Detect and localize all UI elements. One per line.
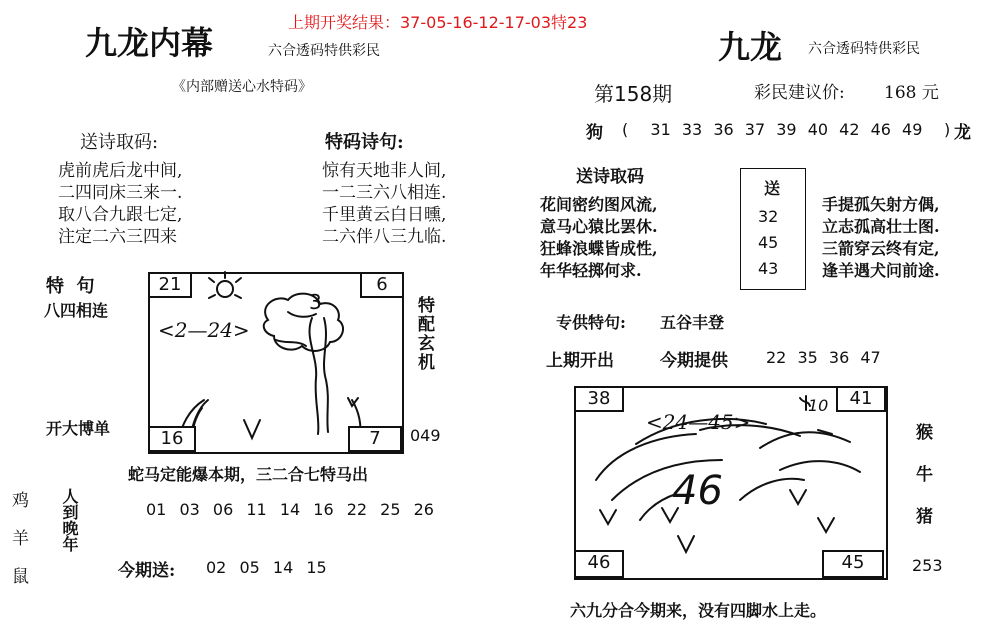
- dog-number: 31: [650, 120, 671, 139]
- left-corner-tr: 6: [360, 272, 404, 298]
- send-box-label: 送: [764, 179, 781, 198]
- provide-number: 47: [860, 348, 881, 367]
- zodiac-rat: 鼠: [12, 567, 29, 587]
- poem-line: 逢羊遇犬问前途.: [822, 261, 940, 280]
- right-subtitle: 六合透码特供彩民: [808, 41, 920, 57]
- price-label: 彩民建议价:: [754, 83, 845, 103]
- poem-line: 狂蜂浪蝶皆成性,: [540, 239, 658, 258]
- poem1-line: 虎前虎后龙中间,: [58, 161, 183, 181]
- poem1-heading: 送诗取码:: [80, 132, 159, 153]
- poem2-line: 千里黄云白日曛,: [322, 205, 447, 225]
- today-send-label: 今期送:: [118, 561, 176, 581]
- right-special-sentence: 五谷丰登: [660, 313, 725, 332]
- poem-line: 年华轻掷何求.: [540, 261, 642, 280]
- special-sentence-label: 特 句: [46, 276, 95, 297]
- last-out-label: 上期开出: [546, 351, 614, 371]
- send-number: 14: [272, 558, 294, 577]
- left-corner-bl: 16: [148, 426, 196, 452]
- right-footer: 六九分合今期来，没有四脚水上走。: [570, 601, 827, 620]
- zodiac-sheep: 羊: [12, 529, 29, 549]
- provide-number: 35: [797, 348, 818, 367]
- dog-label: 狗: [586, 123, 603, 143]
- dog-number: 40: [807, 120, 829, 139]
- ren-dao-wan-nian: 人到晚年: [60, 488, 79, 552]
- zodiac-pig: 猪: [916, 507, 933, 527]
- number-item: 03: [179, 500, 200, 519]
- send-box-number: 43: [758, 259, 779, 278]
- right-picture-tr-mark: 10: [808, 396, 829, 415]
- dog-number: 39: [776, 120, 797, 139]
- dog-number: 36: [713, 120, 734, 139]
- today-provide-label: 今期提供: [660, 351, 728, 371]
- paren-close: ): [944, 120, 951, 139]
- send-box-number: 32: [758, 207, 779, 226]
- left-title: 九龙内幕: [85, 24, 214, 62]
- right-special-label: 专供特句:: [556, 313, 626, 332]
- issue-number: 第158期: [594, 82, 673, 106]
- poem-line: 花间密约图风流,: [540, 195, 658, 214]
- poem2-heading: 特码诗句:: [325, 132, 404, 153]
- send-number: 02: [206, 558, 227, 577]
- vertical-note: 特配玄机: [414, 296, 434, 372]
- number-item: 16: [313, 500, 334, 519]
- poem-line: 手提孤矢射方偶,: [822, 195, 940, 214]
- poem2-line: 二六伴八三九临.: [322, 227, 447, 247]
- poem2-line: 惊有天地非人间,: [322, 161, 447, 181]
- provide-number: 36: [828, 348, 850, 367]
- dog-number: 46: [870, 120, 891, 139]
- inner-note: 《内部赠送心水特码》: [172, 79, 312, 95]
- poem2-line: 一二三六八相连.: [322, 183, 447, 203]
- right-picture-center: 46: [672, 468, 723, 514]
- number-item: 22: [346, 500, 368, 519]
- dog-number: 49: [902, 120, 923, 139]
- num-253: 253: [912, 556, 943, 575]
- right-poem-heading: 送诗取码: [576, 167, 644, 187]
- paren-open: (: [622, 120, 629, 139]
- dragon-label: 龙: [954, 123, 971, 143]
- left-subtitle: 六合透码特供彩民: [268, 43, 380, 59]
- send-number: 05: [239, 558, 260, 577]
- number-item: 14: [279, 500, 301, 519]
- send-box-number: 45: [758, 233, 779, 252]
- dog-number: 37: [744, 120, 766, 139]
- dog-number: 42: [839, 120, 860, 139]
- last-result-banner: 上期开奖结果：37-05-16-12-17-03特23: [288, 13, 588, 32]
- zodiac-monkey: 猴: [916, 423, 933, 443]
- left-picture-circled: 3: [309, 290, 322, 314]
- poem-line: 立志孤高壮士图.: [822, 217, 940, 236]
- send-number: 15: [306, 558, 327, 577]
- poem1-line: 二四同床三来一.: [58, 183, 183, 203]
- poem-line: 意马心猿比罢休.: [540, 217, 658, 236]
- dog-number: 33: [681, 120, 703, 139]
- price-value: 168 元: [884, 83, 939, 103]
- zodiac-chicken: 鸡: [12, 491, 29, 511]
- right-corner-tl: 38: [574, 386, 624, 412]
- poem-line: 三箭穿云终有定,: [822, 239, 940, 258]
- right-zodiac-column: [916, 412, 933, 538]
- poem1-line: 注定二六三四来: [58, 227, 177, 247]
- left-picture-range: <2—24>: [158, 318, 250, 342]
- kai-da-bo-dan: 开大博单: [46, 419, 111, 438]
- left-corner-br: 7: [348, 426, 402, 452]
- number-item: 01: [146, 500, 167, 519]
- right-corner-tr: 41: [836, 386, 886, 412]
- right-corner-br: 45: [822, 550, 884, 578]
- left-corner-tl: 21: [148, 272, 192, 298]
- zodiac-ox: 牛: [916, 465, 933, 485]
- right-title: 九龙: [718, 28, 783, 66]
- number-item: 26: [413, 500, 434, 519]
- number-item: 11: [246, 500, 267, 519]
- right-picture-range: <24—45>: [646, 410, 751, 434]
- poem1-line: 取八合九跟七定,: [58, 205, 183, 225]
- number-item: 06: [212, 500, 234, 519]
- num-049: 049: [410, 426, 441, 445]
- provide-number: 22: [766, 348, 787, 367]
- snake-horse-line: 蛇马定能爆本期，三二合七特马出: [128, 465, 369, 484]
- right-corner-bl: 46: [574, 550, 624, 578]
- special-sentence: 八四相连: [44, 301, 109, 320]
- number-item: 25: [380, 500, 401, 519]
